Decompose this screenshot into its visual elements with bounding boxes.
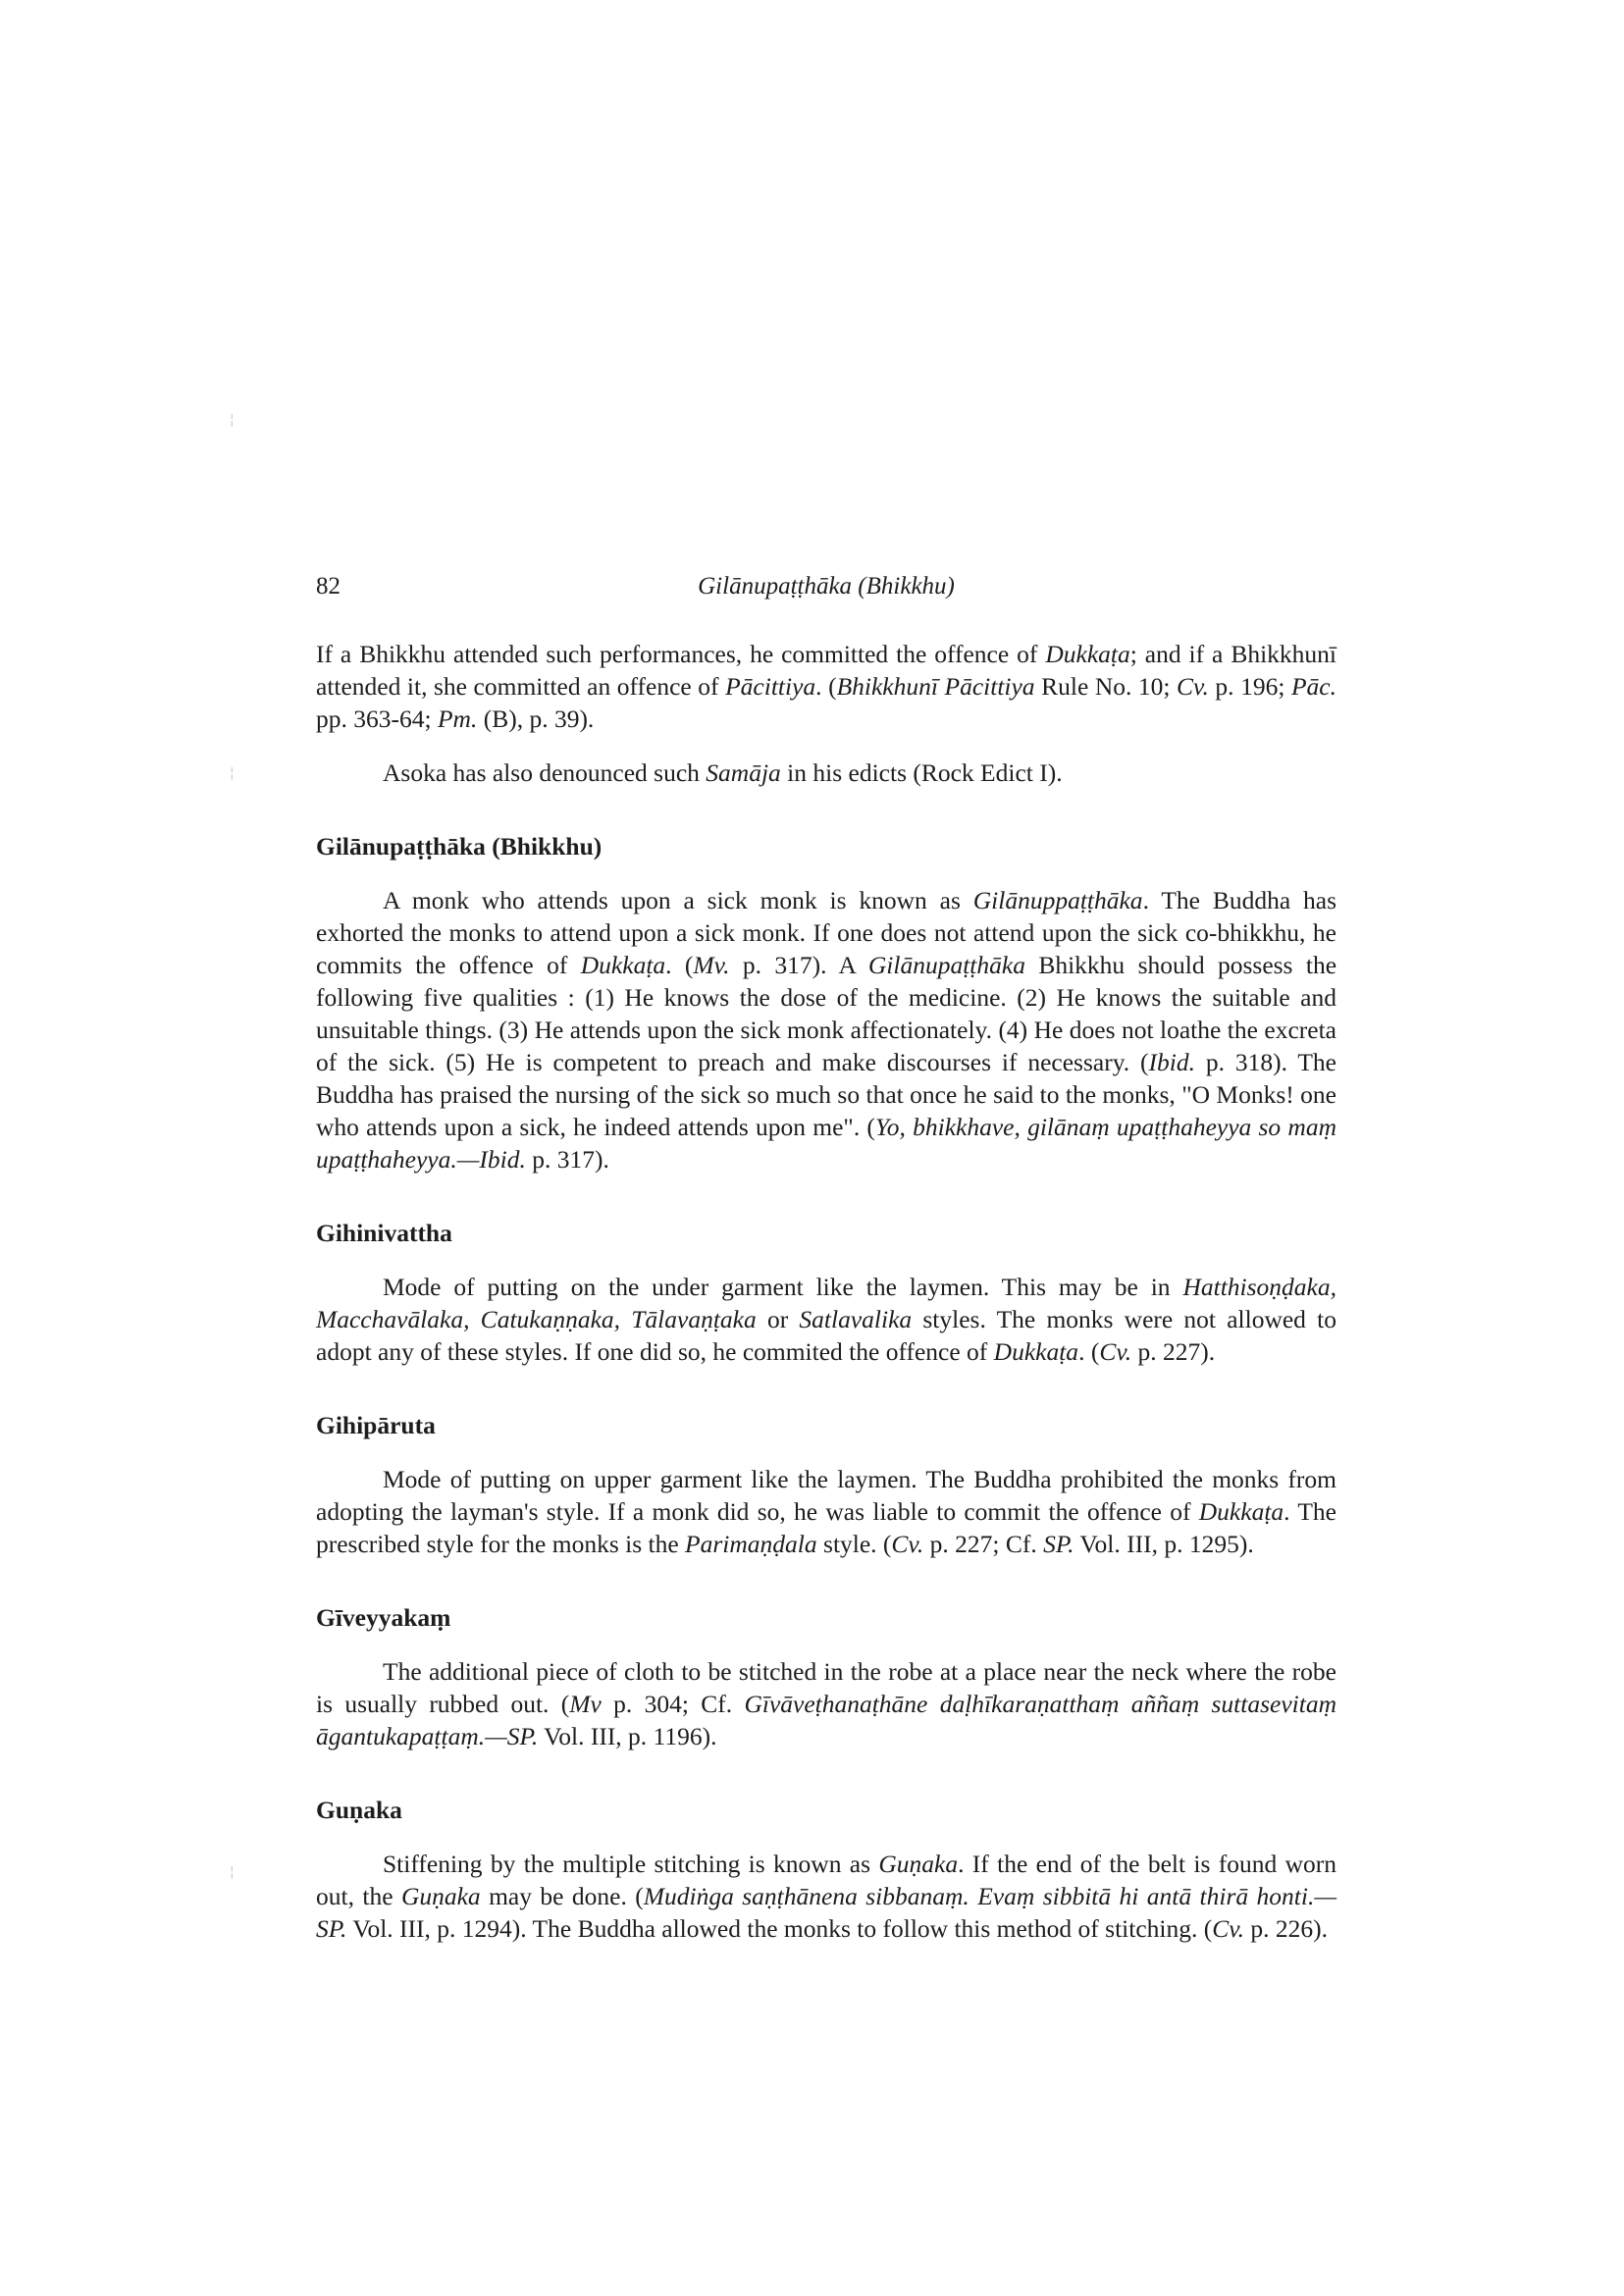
pali-quote: Gīvāveṭhanaṭhāne daḷhīkaraṇatthaṃ aññaṃ suttasevitaṃ āgantukapaṭṭaṃ.—SP. [316,1690,1336,1750]
entry-gilanupatthaka [316,830,1336,1175]
term: Dukkaṭa [993,1337,1079,1366]
text-run: p. 196; [1208,672,1291,701]
term: Samāja [706,758,781,787]
text-run: p. 227). [1131,1337,1216,1366]
text-run: ; and if a Bhikkhunī attended it, she committed an offence of [316,640,1337,701]
text-run: Bhikkhu should possess the following five qualities : (1) He knows the dose of the medicine. (2) He knows the suitable and unsuitable things. (3) He attends upon the sick monk affectionately. (4) He does not loathe the excreta of the sick. (5) He is competent to preach and make discourses if necessary. ( [316,951,1337,1076]
intro-paragraph-asoka [316,757,1336,789]
text-run: . The Buddha has exhorted the monks to attend upon a sick monk. If one does not attend upon the sick co-bhikkhu, he commits the offence of [316,886,1336,979]
citation-abbrev: Cv. [1177,672,1209,701]
citation-abbrev: Mv. [693,951,730,979]
entry-body [316,884,1336,1175]
text-run: p. 227; Cf. [923,1530,1044,1558]
text-run: p. 226). [1244,1914,1329,1943]
entry-heading: Gilānupaṭṭhāka (Bhikkhu) [316,832,602,861]
term: Dukkaṭa [580,951,666,979]
text-run: Mode of putting on the under garment like the laymen. This may be in [383,1273,1183,1301]
text-run: (B), p. 39). [477,704,595,733]
text-run: p. 317). A [729,951,868,979]
text-run: Vol. III, p. 1295). [1074,1530,1254,1558]
entry-body [316,1271,1336,1368]
text-run: Vol. III, p. 1196). [538,1722,717,1750]
entry-gunaka [316,1794,1336,1945]
running-header [316,573,1336,612]
page-number: 82 [316,573,341,600]
entry-heading: Gihipāruta [316,1411,436,1439]
citation-abbrev: Ibid. [1148,1048,1195,1076]
entry-body [316,1655,1336,1752]
scan-margin-mark: ¦ [230,412,235,428]
intro-paragraph [316,638,1336,735]
citation-abbrev: SP. [1043,1530,1074,1558]
text-run: in his edicts (Rock Edict I). [780,758,1063,787]
scan-margin-mark: ¦ [230,765,235,781]
term: Dukkaṭa [1198,1497,1284,1526]
citation-abbrev: Cv. [891,1530,924,1558]
document-page [316,573,1336,1945]
text-run: or [756,1305,800,1333]
text-run: Stiffening by the multiple stitching is known as [383,1850,879,1878]
text-run: . ( [1078,1337,1100,1366]
text-run: p. 317). [525,1145,609,1174]
term: Hatthisoṇḍaka, Macchavālaka, Catukaṇṇaka, Tālavaṇṭaka [316,1273,1336,1333]
entry-gihiparuta [316,1409,1336,1560]
term: Guṇaka [878,1850,959,1878]
text-run: . ( [665,951,694,979]
pali-quote: Mudiṅga saṇṭhānena sibbanaṃ. Evaṃ sibbitā hi antā thirā honti.—SP. [316,1882,1337,1943]
text-run: style. ( [816,1530,892,1558]
running-title: Gilānupaṭṭhāka (Bhikkhu) [698,573,955,600]
term: Bhikkhunī Pācittiya [836,672,1035,701]
text-run: . ( [815,672,837,701]
scan-margin-mark: ¦ [230,1864,235,1880]
term: Gilānuppaṭṭhāka [972,886,1143,914]
text-run: A monk who attends upon a sick monk is known as [383,886,973,914]
term: Guṇaka [400,1882,481,1910]
text-run: pp. 363-64; [316,704,438,733]
citation-abbrev: Cv. [1099,1337,1132,1366]
entry-heading: Gīveyyakaṃ [316,1603,451,1632]
term: Gilānupaṭṭhāka [867,951,1025,979]
text-run: may be done. ( [480,1882,644,1910]
term: Satlavalika [799,1305,913,1333]
entry-heading: Guṇaka [316,1796,402,1824]
text-run: Rule No. 10; [1034,672,1178,701]
entry-heading: Gihinivattha [316,1219,452,1247]
text-run: . If the end of the belt is found worn out, the [316,1850,1336,1910]
entry-body [316,1463,1336,1560]
term: Pācittiya [725,672,816,701]
text-run: Mode of putting on upper garment like the laymen. The Buddha prohibited the monks from adopting the layman's style. If a monk did so, he was liable to commit the offence of [316,1465,1336,1526]
citation-abbrev: Mv [569,1690,602,1718]
citation-abbrev: Cv. [1212,1914,1245,1943]
text-run: p. 304; Cf. [601,1690,745,1718]
text-run: The additional piece of cloth to be stitched in the robe at a place near the neck where the robe is usually rubbed out. ( [316,1657,1336,1718]
term: Parimaṇḍala [685,1530,817,1558]
text-run: If a Bhikkhu attended such performances, he committed the offence of [316,640,1046,668]
citation-abbrev: Pāc. [1290,672,1336,701]
entry-gihinivattha [316,1217,1336,1368]
pali-quote: Yo, bhikkhave, gilānaṃ upaṭṭhaheyya so maṃ upaṭṭhaheyya.—Ibid. [316,1113,1336,1174]
text-run: Asoka has also denounced such [383,758,707,787]
text-run: styles. The monks were not allowed to adopt any of these styles. If one did so, he commited the offence of [316,1305,1336,1366]
entry-giveyyakam [316,1601,1336,1752]
text-run: p. 318). The Buddha has praised the nursing of the sick so much so that once he said to the monks, "O Monks! one who attends upon a sick, he indeed attends upon me". ( [316,1048,1336,1141]
entry-body [316,1848,1336,1945]
term: Dukkaṭa [1045,640,1130,668]
citation-abbrev: Pm. [437,704,478,733]
text-run: . The prescribed style for the monks is the [316,1497,1336,1558]
text-run: Vol. III, p. 1294). The Buddha allowed the monks to follow this method of stitching. ( [346,1914,1213,1943]
